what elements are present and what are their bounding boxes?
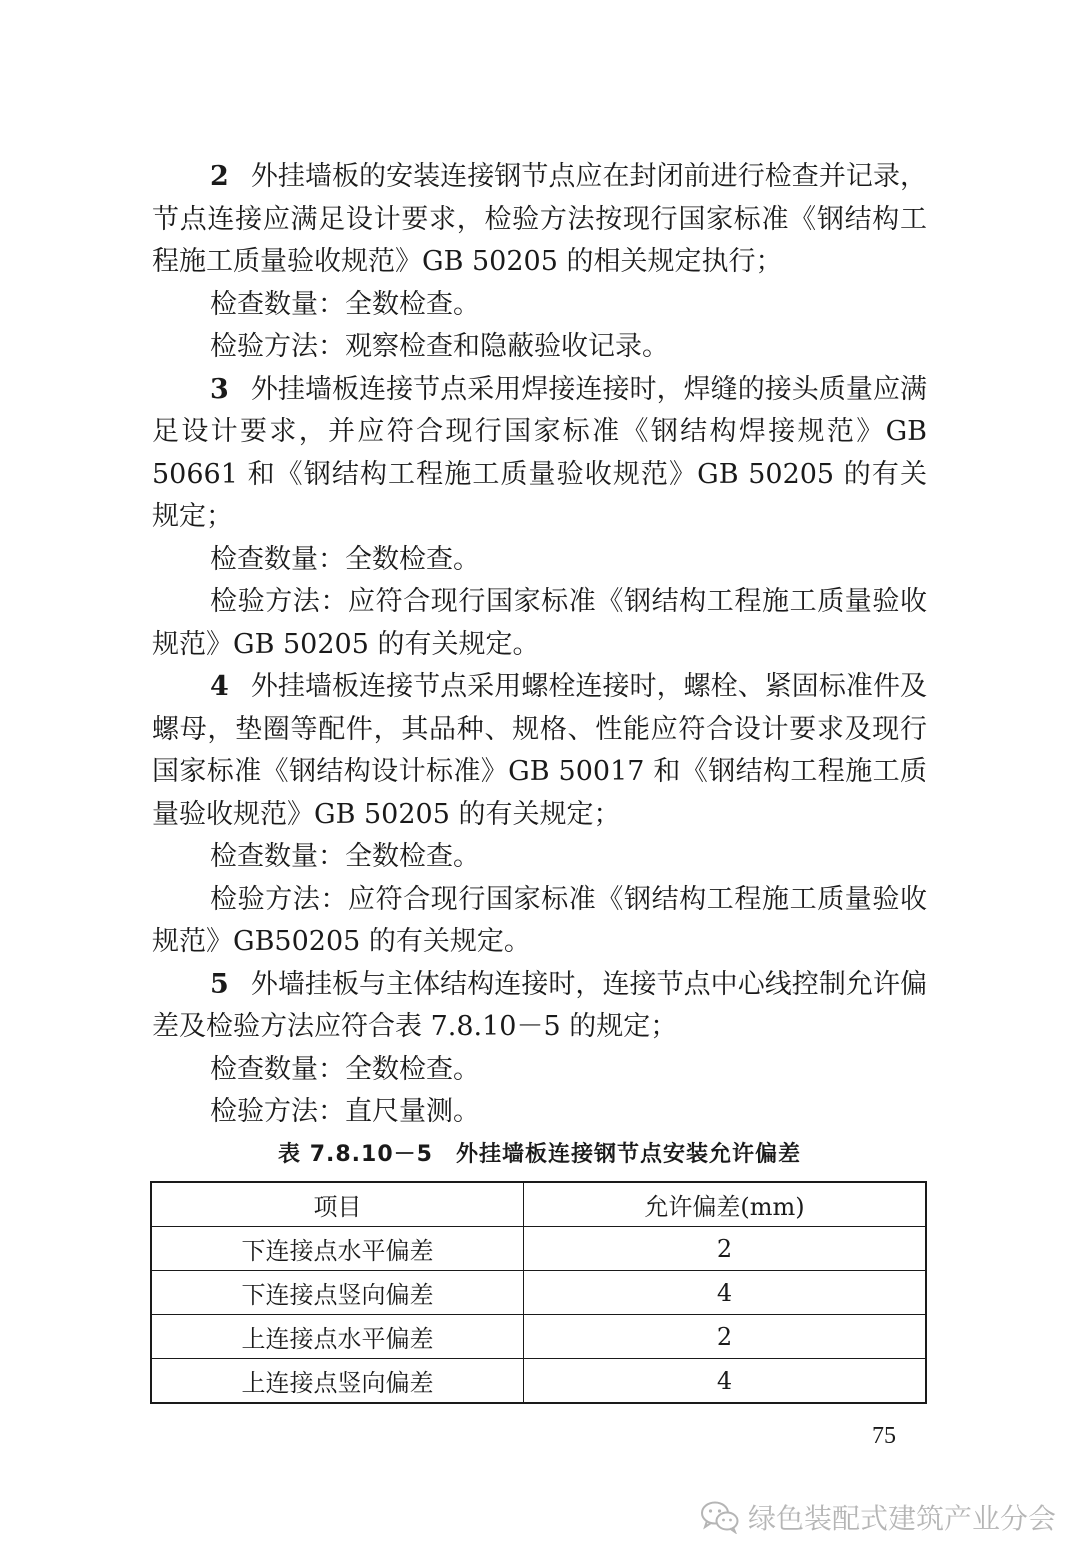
row-tolerance: 4 — [524, 1271, 927, 1315]
wechat-icon — [700, 1500, 740, 1534]
header-item: 项目 — [151, 1182, 524, 1227]
clause-text: 外挂墙板连接节点采用焊接连接时，焊缝的接头质量应满足设计要求，并应符合现行国家标准《钢结构焊接规范》GB 50661 和《钢结构工程施工质量验收规范》GB 50205 的有关规定； — [152, 373, 927, 532]
clause-4 — [152, 666, 927, 836]
table-row — [151, 1359, 926, 1404]
inspection-method: 检验方法：直尺量测。 — [210, 1096, 480, 1127]
clause-number: 5 — [210, 968, 229, 1000]
clause-3 — [152, 369, 927, 539]
inspection-quantity: 检查数量：全数检查。 — [210, 841, 480, 872]
table-header-row — [151, 1182, 926, 1227]
table-row — [151, 1271, 926, 1315]
clause-5 — [152, 964, 927, 1049]
inspection-method: 检验方法：应符合现行国家标准《钢结构工程施工质量验收规范》GB50205 的有关规定。 — [152, 883, 927, 957]
table-row — [151, 1227, 926, 1271]
watermark — [700, 1497, 1056, 1537]
row-item: 上连接点水平偏差 — [151, 1315, 524, 1359]
clause-2 — [152, 156, 927, 284]
row-item: 下连接点水平偏差 — [151, 1227, 524, 1271]
page-number: 75 — [872, 1423, 896, 1449]
header-tolerance: 允许偏差(mm) — [524, 1182, 927, 1227]
inspection-method: 检验方法：观察检查和隐蔽验收记录。 — [210, 331, 669, 362]
watermark-text: 绿色装配式建筑产业分会 — [748, 1502, 1057, 1535]
inspection-method: 检验方法：应符合现行国家标准《钢结构工程施工质量验收规范》GB 50205 的有关规定。 — [152, 586, 927, 660]
clause-text: 外墙挂板与主体结构连接时，连接节点中心线控制允许偏差及检验方法应符合表 7.8.10－5 的规定； — [152, 968, 927, 1042]
row-tolerance: 2 — [524, 1315, 927, 1359]
deviation-table — [150, 1181, 927, 1404]
clause-text: 外挂墙板的安装连接钢节点应在封闭前进行检查并记录，节点连接应满足设计要求，检验方法按现行国家标准《钢结构工程施工质量验收规范》GB 50205 的相关规定执行； — [152, 161, 927, 277]
inspection-quantity: 检查数量：全数检查。 — [210, 288, 480, 320]
inspection-quantity: 检查数量：全数检查。 — [210, 543, 480, 575]
body-text — [152, 156, 927, 1134]
clause-number: 2 — [210, 161, 229, 192]
clause-text: 外挂墙板连接节点采用螺栓连接时，螺栓、紧固标准件及螺母，垫圈等配件，其品种、规格、性能应符合设计要求及现行国家标准《钢结构设计标准》GB 50017 和《钢结构工程施工质量验收规范》GB 50205 的有关规定； — [152, 671, 927, 830]
inspection-quantity: 检查数量：全数检查。 — [210, 1053, 480, 1085]
clause-number: 3 — [210, 373, 229, 405]
row-item: 下连接点竖向偏差 — [151, 1271, 524, 1315]
clause-number: 4 — [210, 671, 229, 702]
table-title: 表 7.8.10－5 外挂墙板连接钢节点安装允许偏差 — [278, 1142, 801, 1167]
row-item: 上连接点竖向偏差 — [151, 1359, 524, 1404]
row-tolerance: 2 — [524, 1227, 927, 1271]
table-row — [151, 1315, 926, 1359]
row-tolerance: 4 — [524, 1359, 927, 1404]
